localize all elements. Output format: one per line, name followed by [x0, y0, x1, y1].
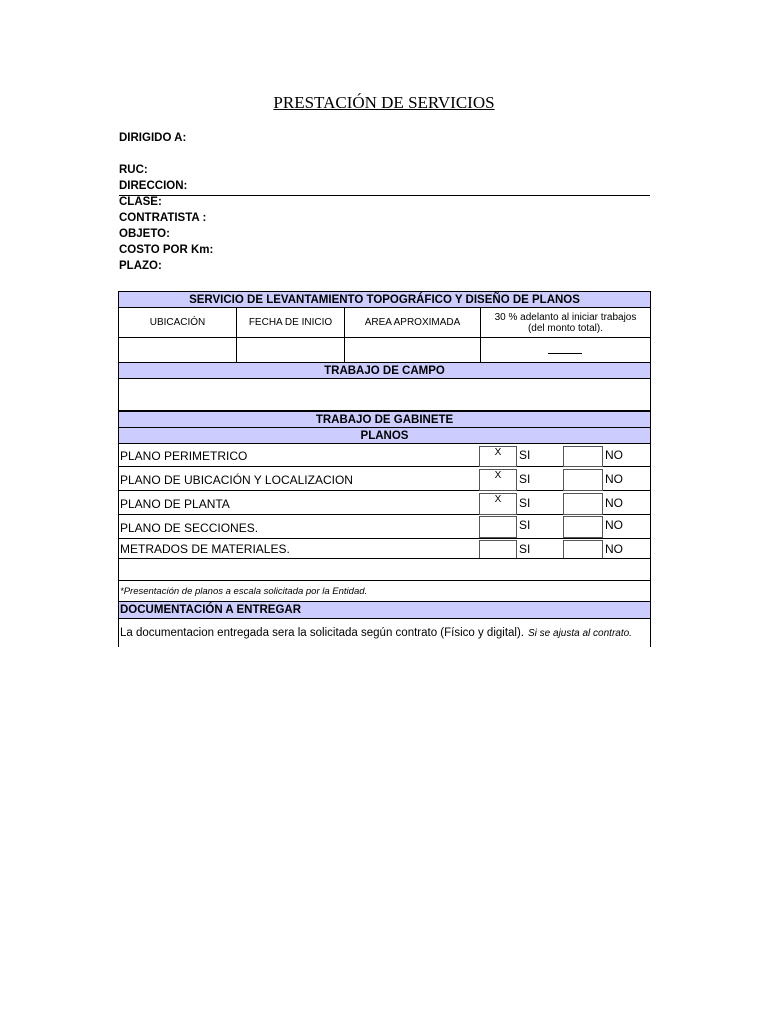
col-area: AREA APROXIMADA: [344, 307, 481, 338]
si-label: SI: [519, 541, 531, 556]
docs-content: [118, 619, 651, 647]
no-checkbox-secciones[interactable]: [563, 516, 603, 538]
si-label: SI: [519, 471, 531, 486]
costo-label: COSTO POR Km:: [119, 244, 214, 256]
no-checkbox-planta[interactable]: [563, 493, 603, 515]
docs-header: DOCUMENTACIÓN A ENTREGAR: [118, 601, 651, 619]
si-checkbox-perimetrico[interactable]: X: [479, 446, 517, 467]
contratista-label: CONTRATISTA :: [119, 212, 207, 224]
plazo-label: PLAZO:: [119, 260, 162, 272]
si-checkbox-secciones[interactable]: [479, 516, 517, 538]
plan-item-planta: PLANO DE PLANTA: [120, 496, 230, 511]
plan-item-ubicacion: PLANO DE UBICACIÓN Y LOCALIZACION: [120, 472, 353, 487]
value-fecha-inicio[interactable]: [236, 337, 345, 363]
col-ubicacion: UBICACIÓN: [118, 307, 237, 338]
si-checkbox-metrados[interactable]: [479, 540, 517, 559]
objeto-label: OBJETO:: [119, 228, 170, 240]
si-checkbox-ubicacion[interactable]: X: [479, 469, 517, 491]
ruc-label: RUC:: [119, 164, 148, 176]
no-checkbox-perimetrico[interactable]: [563, 446, 603, 467]
service-header: SERVICIO DE LEVANTAMIENTO TOPOGRÁFICO Y DISEÑO DE PLANOS: [118, 291, 651, 308]
si-label: SI: [519, 517, 531, 532]
no-label: NO: [605, 447, 623, 462]
docs-text: La documentacion entregada sera la solicitada según contrato (Físico y digital).: [120, 627, 525, 639]
value-ubicacion[interactable]: [118, 337, 237, 363]
plan-item-perimetrico: PLANO PERIMETRICO: [120, 448, 248, 463]
direccion-label: DIRECCION:: [119, 180, 188, 192]
no-label: NO: [605, 495, 623, 510]
spacer-row: [118, 558, 651, 581]
col-adelanto: 30 % adelanto al iniciar trabajos (del monto total).: [480, 307, 651, 338]
docs-note: Si se ajusta al contrato.: [528, 627, 632, 639]
no-label: NO: [605, 541, 623, 556]
scale-note: *Presentación de planos a escala solicitada por la Entidad.: [118, 580, 651, 602]
dirigido-label: DIRIGIDO A:: [119, 132, 187, 144]
si-label: SI: [519, 447, 531, 462]
no-checkbox-metrados[interactable]: [563, 540, 603, 559]
si-label: SI: [519, 495, 531, 510]
plan-item-secciones: PLANO DE SECCIONES.: [120, 520, 259, 535]
no-checkbox-ubicacion[interactable]: [563, 469, 603, 491]
gabinete-header: TRABAJO DE GABINETE: [118, 411, 651, 428]
col-fecha-inicio: FECHA DE INICIO: [236, 307, 345, 338]
plan-item-metrados: METRADOS DE MATERIALES.: [120, 542, 290, 556]
clase-label: CLASE:: [119, 196, 162, 208]
header-divider: [119, 195, 650, 196]
value-adelanto[interactable]: [480, 337, 651, 363]
page-title: PRESTACIÓN DE SERVICIOS: [273, 93, 495, 112]
campo-content: [118, 378, 651, 411]
signature-line: [548, 353, 582, 354]
si-checkbox-planta[interactable]: X: [479, 493, 517, 515]
no-label: NO: [605, 471, 623, 486]
campo-header: TRABAJO DE CAMPO: [118, 362, 651, 379]
value-area[interactable]: [344, 337, 481, 363]
planos-header: PLANOS: [118, 427, 651, 444]
no-label: NO: [605, 517, 623, 532]
